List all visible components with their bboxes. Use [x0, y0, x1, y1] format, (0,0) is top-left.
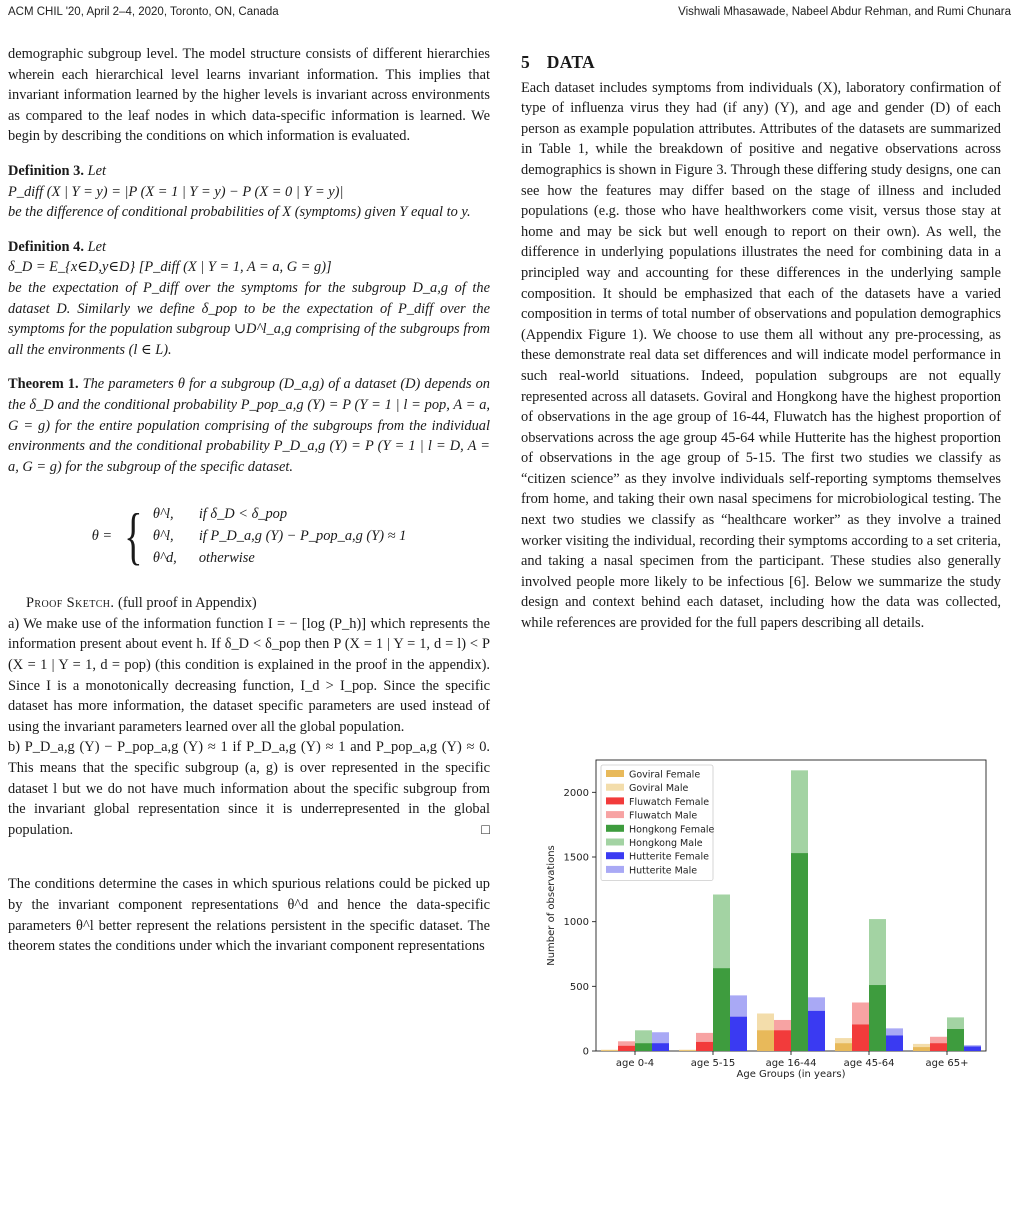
bar-hongkong-female: [713, 968, 730, 1051]
proof-part-b: [8, 737, 490, 840]
legend-label: Goviral Female: [629, 769, 701, 781]
bar-goviral-female: [913, 1047, 930, 1051]
y-tick-label: 0: [582, 1046, 589, 1058]
left-column: [8, 44, 490, 957]
definition-3-text: be the difference of conditional probabilities of X (symptoms) given Y equal to y.: [8, 204, 471, 221]
section-title: DATA: [546, 52, 595, 72]
proof-title: Proof Sketch.: [26, 595, 115, 612]
legend-label: Fluwatch Female: [629, 796, 710, 808]
proof-note: (full proof in Appendix): [118, 595, 257, 612]
bar-goviral-female: [679, 1050, 696, 1051]
definition-4-equation: δ_D = E_{x∈D,y∈D} [P_diff (X | Y = 1, A = a, G = g)]: [8, 259, 332, 276]
running-header-left: ACM CHIL '20, April 2–4, 2020, Toronto, ON, Canada: [8, 6, 279, 18]
bar-hutterite-female: [730, 1017, 747, 1051]
y-tick-label: 2000: [563, 787, 589, 799]
section-number: 5: [521, 52, 531, 72]
legend-label: Hongkong Female: [629, 824, 715, 836]
piecewise-lhs: θ =: [91, 527, 113, 544]
qed-symbol: □: [481, 821, 490, 838]
y-tick-label: 500: [569, 981, 589, 993]
legend-swatch: [606, 852, 624, 859]
legend-swatch: [606, 784, 624, 791]
case-row: [153, 525, 406, 547]
case-condition: if δ_D < δ_pop: [198, 506, 288, 523]
y-tick-label: 1000: [563, 917, 589, 929]
definition-3-title: Definition 3.: [8, 162, 84, 179]
legend-swatch: [606, 797, 624, 804]
bar-hutterite-female: [652, 1043, 669, 1051]
legend-swatch: [606, 866, 624, 873]
x-tick-label: age 45-64: [843, 1058, 895, 1069]
proof-heading: [8, 593, 490, 614]
case-condition: otherwise: [198, 550, 255, 567]
bar-fluwatch-female: [930, 1043, 947, 1051]
legend-label: Fluwatch Male: [629, 810, 698, 822]
legend-swatch: [606, 839, 624, 846]
x-tick-label: age 16-44: [765, 1058, 817, 1069]
bar-hongkong-female: [791, 853, 808, 1051]
bar-hutterite-female: [964, 1046, 981, 1051]
bar-fluwatch-female: [618, 1046, 635, 1051]
intro-paragraph: demographic subgroup level. The model structure consists of different hierarchies wherein each hierarchical level learns invariant information. This implies that invariant information learned by the higher levels is invariant across environments as compared to the leaf nodes in which data-specific information is learned. We begin by describing the conditions on which information is evaluated.: [8, 46, 490, 145]
proof-part-b-text: b) P_D_a,g (Y) − P_pop_a,g (Y) ≈ 1 if P_D_a,g (Y) ≈ 1 and P_pop_a,g (Y) ≈ 0. This means that the specific subgroup (a, g) is over represented in the specific dataset l but we do not have much information about the specific subgroup from the invariant global representation since it is underrepresented in the global population.: [8, 739, 490, 838]
piecewise-equation: [8, 500, 490, 572]
bar-goviral-female: [757, 1030, 774, 1051]
bar-goviral-female: [601, 1050, 618, 1051]
bar-fluwatch-female: [696, 1042, 713, 1051]
definition-4-let: Let: [87, 238, 106, 255]
definition-4-title: Definition 4.: [8, 238, 84, 255]
theorem-1: [8, 374, 490, 477]
case-value: θ^l,: [152, 506, 174, 523]
definition-3-equation: P_diff (X | Y = y) = |P (X = 1 | Y = y) − P (X = 0 | Y = y)|: [8, 183, 344, 200]
theorem-1-text: The parameters θ for a subgroup (D_a,g) of a dataset (D) depends on the δ_D and the conditional probability P_pop_a,g (Y) = P (Y = 1 | l = pop, A = a, G = g) for the entire population comprising of the subgroups from the individual environments and the conditional probability P_D_a,g (Y) = P (Y = 1 | l = D, A = a, G = g) for the subgroup of the specific dataset.: [8, 376, 490, 475]
y-axis-label: Number of observations: [546, 845, 557, 966]
left-brace: {: [124, 500, 143, 572]
definition-4-text: be the expectation of P_diff over the symptoms for the subgroup D_a,g of the dataset D. Similarly we define δ_pop to be the expectation of P_diff over the symptoms for the population subgroup ∪D^l_a,g comprising of the subgroups from all the environments (l ∈ L).: [8, 279, 490, 358]
case-condition: if P_D_a,g (Y) − P_pop_a,g (Y) ≈ 1: [198, 528, 407, 545]
x-axis-label: Age Groups (in years): [736, 1069, 846, 1080]
proof-part-a: a) We make use of the information function I = − [log (P_h)] which represents the information present about event h. If δ_D < δ_pop then P (X = 1 | Y = 1, d = l) < P (X = 1 | Y = 1, d = pop) (this condition is explained in the proof in the appendix). Since I is a monotonically decreasing function, I_d > I_pop. Since the specific dataset has more information, the dataset specific parameters are used instead of using the invariant parameters learned over all the global population.: [8, 615, 490, 735]
bar-goviral-female: [835, 1043, 852, 1051]
case-value: θ^d,: [152, 550, 177, 567]
observations-bar-chart: [538, 754, 998, 1084]
legend-label: Hutterite Male: [629, 865, 698, 877]
x-tick-label: age 65+: [925, 1058, 969, 1069]
x-tick-label: age 0-4: [615, 1058, 655, 1069]
right-column: [521, 44, 1001, 634]
legend-swatch: [606, 811, 624, 818]
bar-fluwatch-female: [852, 1024, 869, 1051]
conclusion-paragraph: The conditions determine the cases in which spurious relations could be picked up by the invariant component representations θ^d and hence the data-specific parameters θ^l better represent the relations persistent in the specific dataset. The theorem states the conditions under which the invariant component representations: [8, 876, 490, 955]
bar-hongkong-female: [947, 1029, 964, 1051]
theorem-1-title: Theorem 1.: [8, 376, 79, 393]
case-row: [153, 503, 406, 525]
legend-label: Goviral Male: [629, 783, 689, 795]
legend-swatch: [606, 825, 624, 832]
bar-fluwatch-female: [774, 1030, 791, 1051]
data-section-body: Each dataset includes symptoms from individuals (X), laboratory confirmation of type of influenza virus they had (if any) (Y), and age and gender (D) of each person as example population attributes. Attributes of the datasets are summarized in Table 1, while the breakdown of positive and negative observations across demographics is shown in Figure 3. Through these differing study designs, one can see how the features may differ based on the stage of illness and included populations (e.g. those who have healthworkers come visit, versus those stay at home and may be sick but well enough to report on their own). As well, the difference in underlying populations illustrates the need for combining data in a principled way and accounting for these differences in the underlying sample composition. It should be emphasized that each of the datasets have a varied composition in terms of total number of observations and population demographics (Appendix Figure 1). We choose to use them all without any pre-processing, as these demonstrate real data set differences and will indicate model performance in such real-world situations. Indeed, population subgroups are not equally represented across all datasets. Goviral and Hongkong have the highest proportion of observations in the age group of 16-44, Fluwatch has the highest proportion of observations across the age group 45-64 while Hutterite has the highest proportion of observations in the age group of 5-15. The first two studies we classify as “citizen science” as they involve individuals self-reporting symptoms themselves from home, and taking their own nasal specimens for microbiological testing. The next two studies we classify as “healthcare worker” as they involve a trained worker visiting the individual, recording their symptoms according to a set criteria, and taking a nasal specimen from the participant. These studies also generally involved people more likely to be infectious [6]. Below we summarize the study design and context behind each dataset, including how the data was collected, while references are provided for the full papers describing all details.: [521, 79, 1001, 632]
definition-3: [8, 161, 490, 223]
definition-3-let: Let: [87, 162, 106, 179]
legend-label: Hongkong Male: [629, 838, 703, 849]
case-row: [153, 547, 406, 569]
bar-hutterite-female: [886, 1035, 903, 1051]
bar-hongkong-female: [869, 985, 886, 1051]
legend-swatch: [606, 770, 624, 777]
x-tick-label: age 5-15: [690, 1058, 736, 1069]
bar-hutterite-female: [808, 1011, 825, 1051]
y-tick-label: 1500: [563, 852, 589, 864]
piecewise-cases: [153, 503, 406, 569]
bar-hongkong-female: [635, 1043, 652, 1051]
section-heading: [521, 52, 1001, 73]
definition-4: [8, 237, 490, 361]
running-header-right: Vishwali Mhasawade, Nabeel Abdur Rehman, and Rumi Chunara: [678, 6, 1011, 18]
legend-label: Hutterite Female: [629, 851, 709, 863]
case-value: θ^l,: [152, 528, 174, 545]
